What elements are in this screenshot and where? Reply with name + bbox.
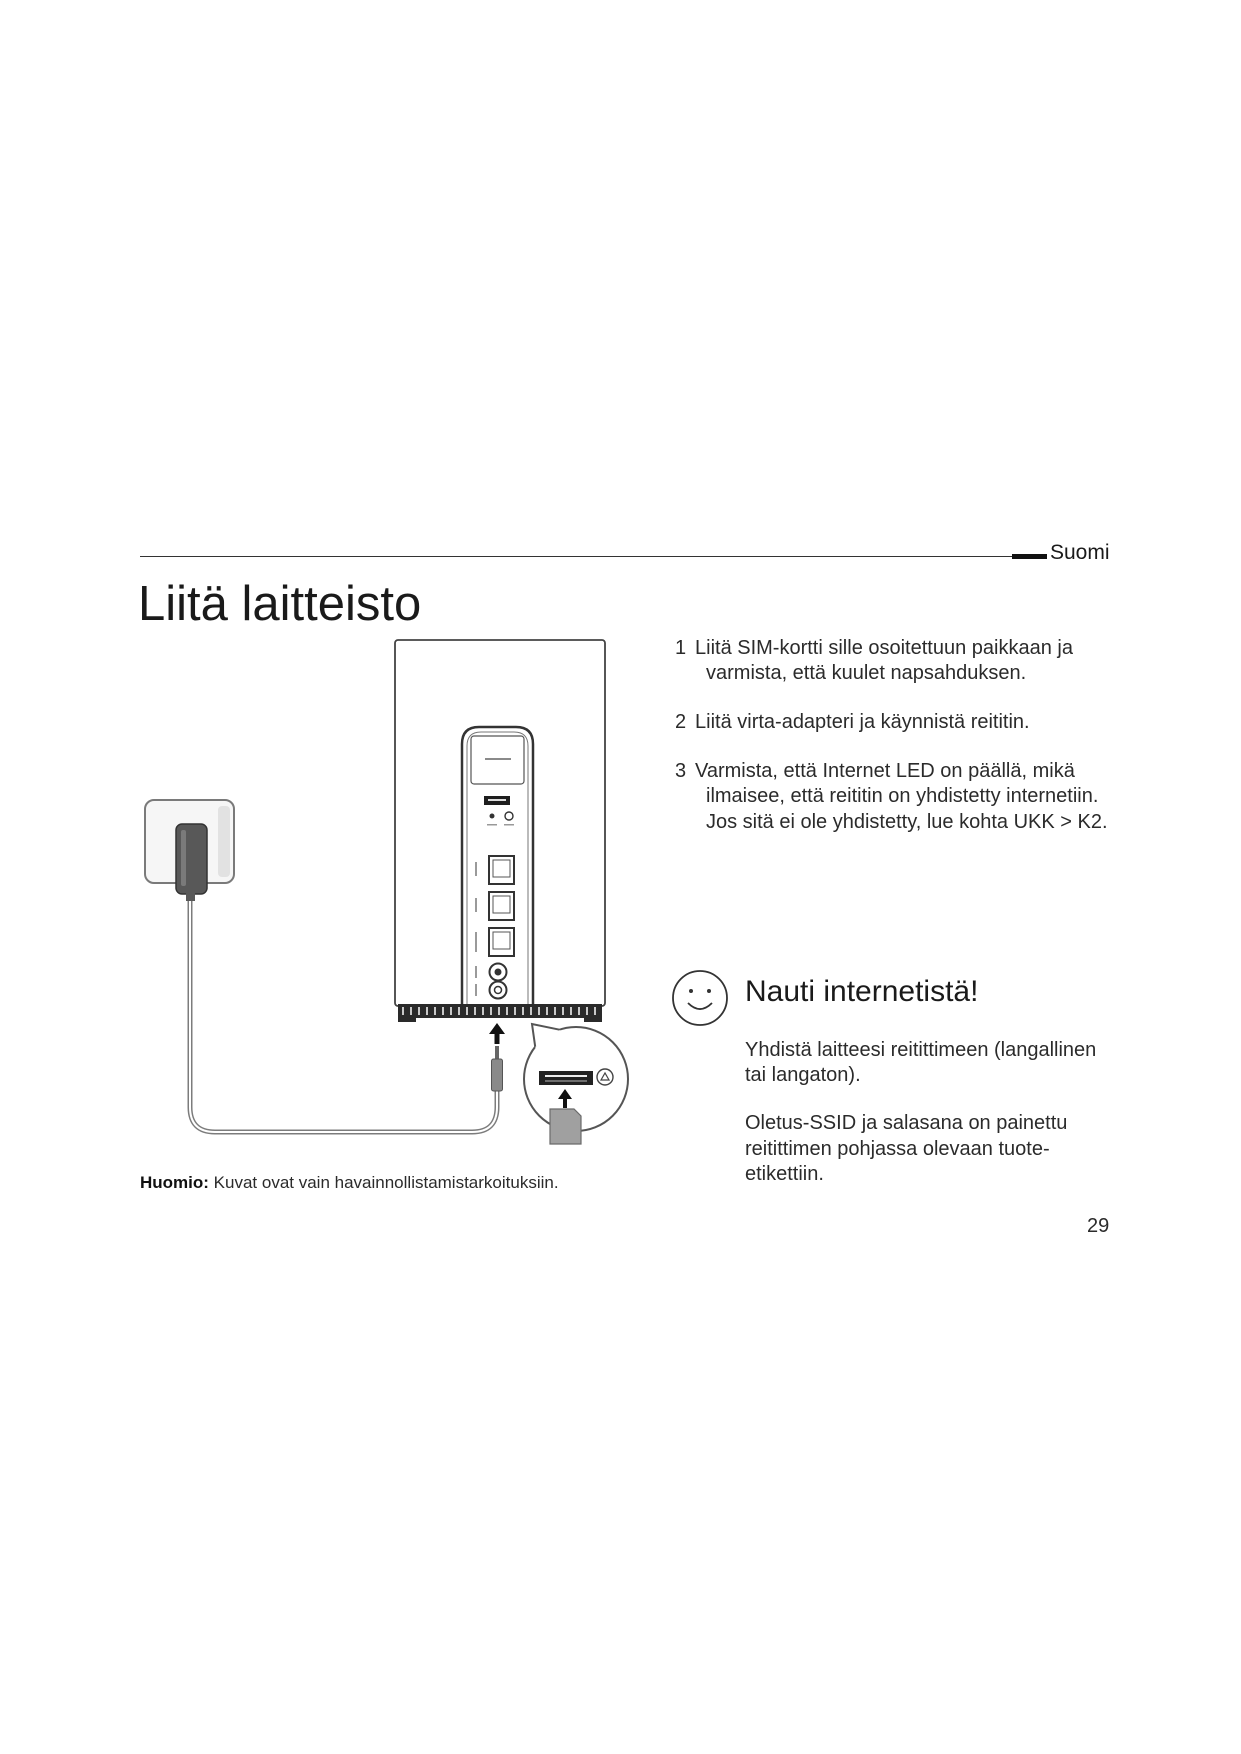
default-ssid-paragraph — [745, 1111, 1067, 1188]
illustration-note — [140, 1173, 559, 1193]
step-2 — [675, 710, 1030, 735]
power-plug — [492, 1046, 503, 1091]
power-adapter-icon — [176, 824, 207, 901]
sim-card-icon — [597, 1069, 613, 1085]
step-text-line: ilmaisee, että reititin on yhdistetty internetiin. — [706, 784, 1099, 807]
language-label: Suomi — [1050, 541, 1110, 564]
page-number: 29 — [1087, 1215, 1110, 1237]
sim-card — [550, 1109, 581, 1144]
connect-devices-paragraph — [745, 1038, 1096, 1088]
header-rule-accent — [1012, 554, 1047, 559]
sim-tray-slot — [539, 1071, 593, 1085]
step-3 — [675, 759, 1108, 835]
enjoy-heading: Nauti internetistä! — [745, 975, 979, 1008]
smiley-icon — [671, 969, 729, 1027]
sim-card-callout — [524, 1024, 628, 1144]
step-number: 3 — [675, 760, 687, 782]
paragraph-line: reitittimen pohjassa olevaan tuote- — [745, 1137, 1050, 1160]
step-number: 1 — [675, 637, 687, 659]
step-text-line: Jos sitä ei ole yhdistetty, lue kohta UKK > K2. — [706, 811, 1108, 833]
step-text-line: Varmista, että Internet LED on päällä, mikä — [695, 760, 1075, 782]
paragraph-line: etikettiin. — [745, 1163, 824, 1185]
router-foot — [398, 1018, 416, 1022]
step-text-line: varmista, että kuulet napsahduksen. — [706, 661, 1027, 684]
step-text-line: Liitä virta-adapteri ja käynnistä reititin. — [695, 711, 1030, 733]
step-1 — [675, 636, 1073, 685]
step-text-line: Liitä SIM-kortti sille osoitettuun paikkaan ja — [695, 637, 1073, 659]
port-label-mark — [485, 758, 511, 760]
paragraph-line: Yhdistä laitteesi reitittimeen (langallinen — [745, 1039, 1097, 1061]
page-title: Liitä laitteisto — [138, 577, 422, 631]
header-rule — [140, 556, 1012, 557]
paragraph-line: tai langaton). — [745, 1064, 861, 1086]
router-setup-illustration — [140, 630, 640, 1160]
sim-slot — [484, 796, 510, 805]
arrow-up-icon — [489, 1023, 505, 1044]
paragraph-line: Oletus-SSID ja salasana on painettu — [745, 1112, 1068, 1134]
note-label: Huomio: — [140, 1173, 209, 1192]
step-number: 2 — [675, 711, 687, 733]
router-foot — [584, 1018, 602, 1022]
note-text: Kuvat ovat vain havainnollistamistarkoituksiin. — [213, 1173, 559, 1192]
